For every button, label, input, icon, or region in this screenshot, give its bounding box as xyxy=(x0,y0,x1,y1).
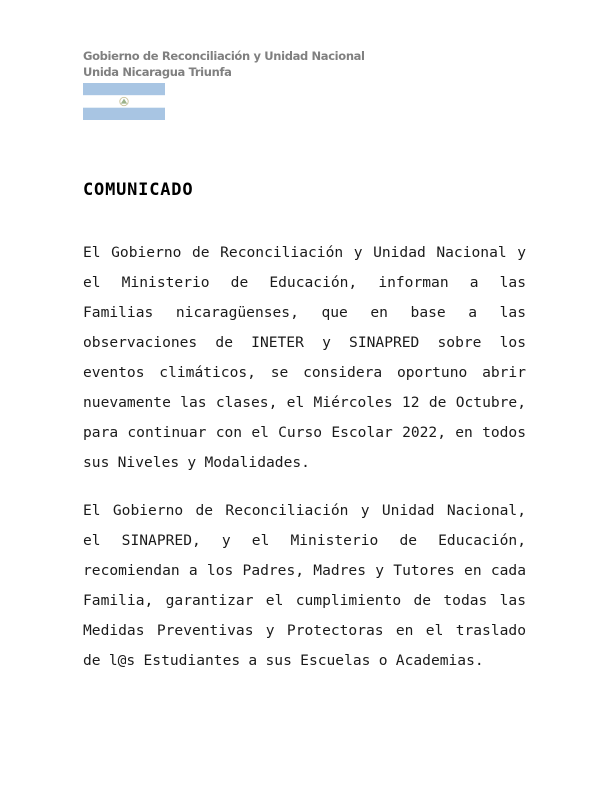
government-header xyxy=(83,48,365,80)
paragraph-2: El Gobierno de Reconciliación y Unidad Nacional, el SINAPRED, y el Ministerio de Educación, recomiendan a los Padres, Madres y Tutores en cada Familia, garantizar el cumplimiento de todas las Medidas Preventivas y Protectoras en el traslado de l@s Estudiantes a sus Escuelas o Academias. xyxy=(83,502,526,669)
nicaragua-flag-icon xyxy=(83,83,165,120)
government-name: Gobierno de Reconciliación y Unidad Nacional xyxy=(83,49,365,63)
government-slogan: Unida Nicaragua Triunfa xyxy=(83,65,232,79)
paragraph-1: El Gobierno de Reconciliación y Unidad Nacional y el Ministerio de Educación, informan a las Familias nicaragüenses, que en base a las observaciones de INETER y SINAPRED sobre los eventos climáticos, se considera oportuno abrir nuevamente las clases, el Miércoles 12 de Octubre, para continuar con el Curso Escolar 2022, en todos sus Niveles y Modalidades. xyxy=(83,244,526,471)
document-title: COMUNICADO xyxy=(83,180,194,200)
